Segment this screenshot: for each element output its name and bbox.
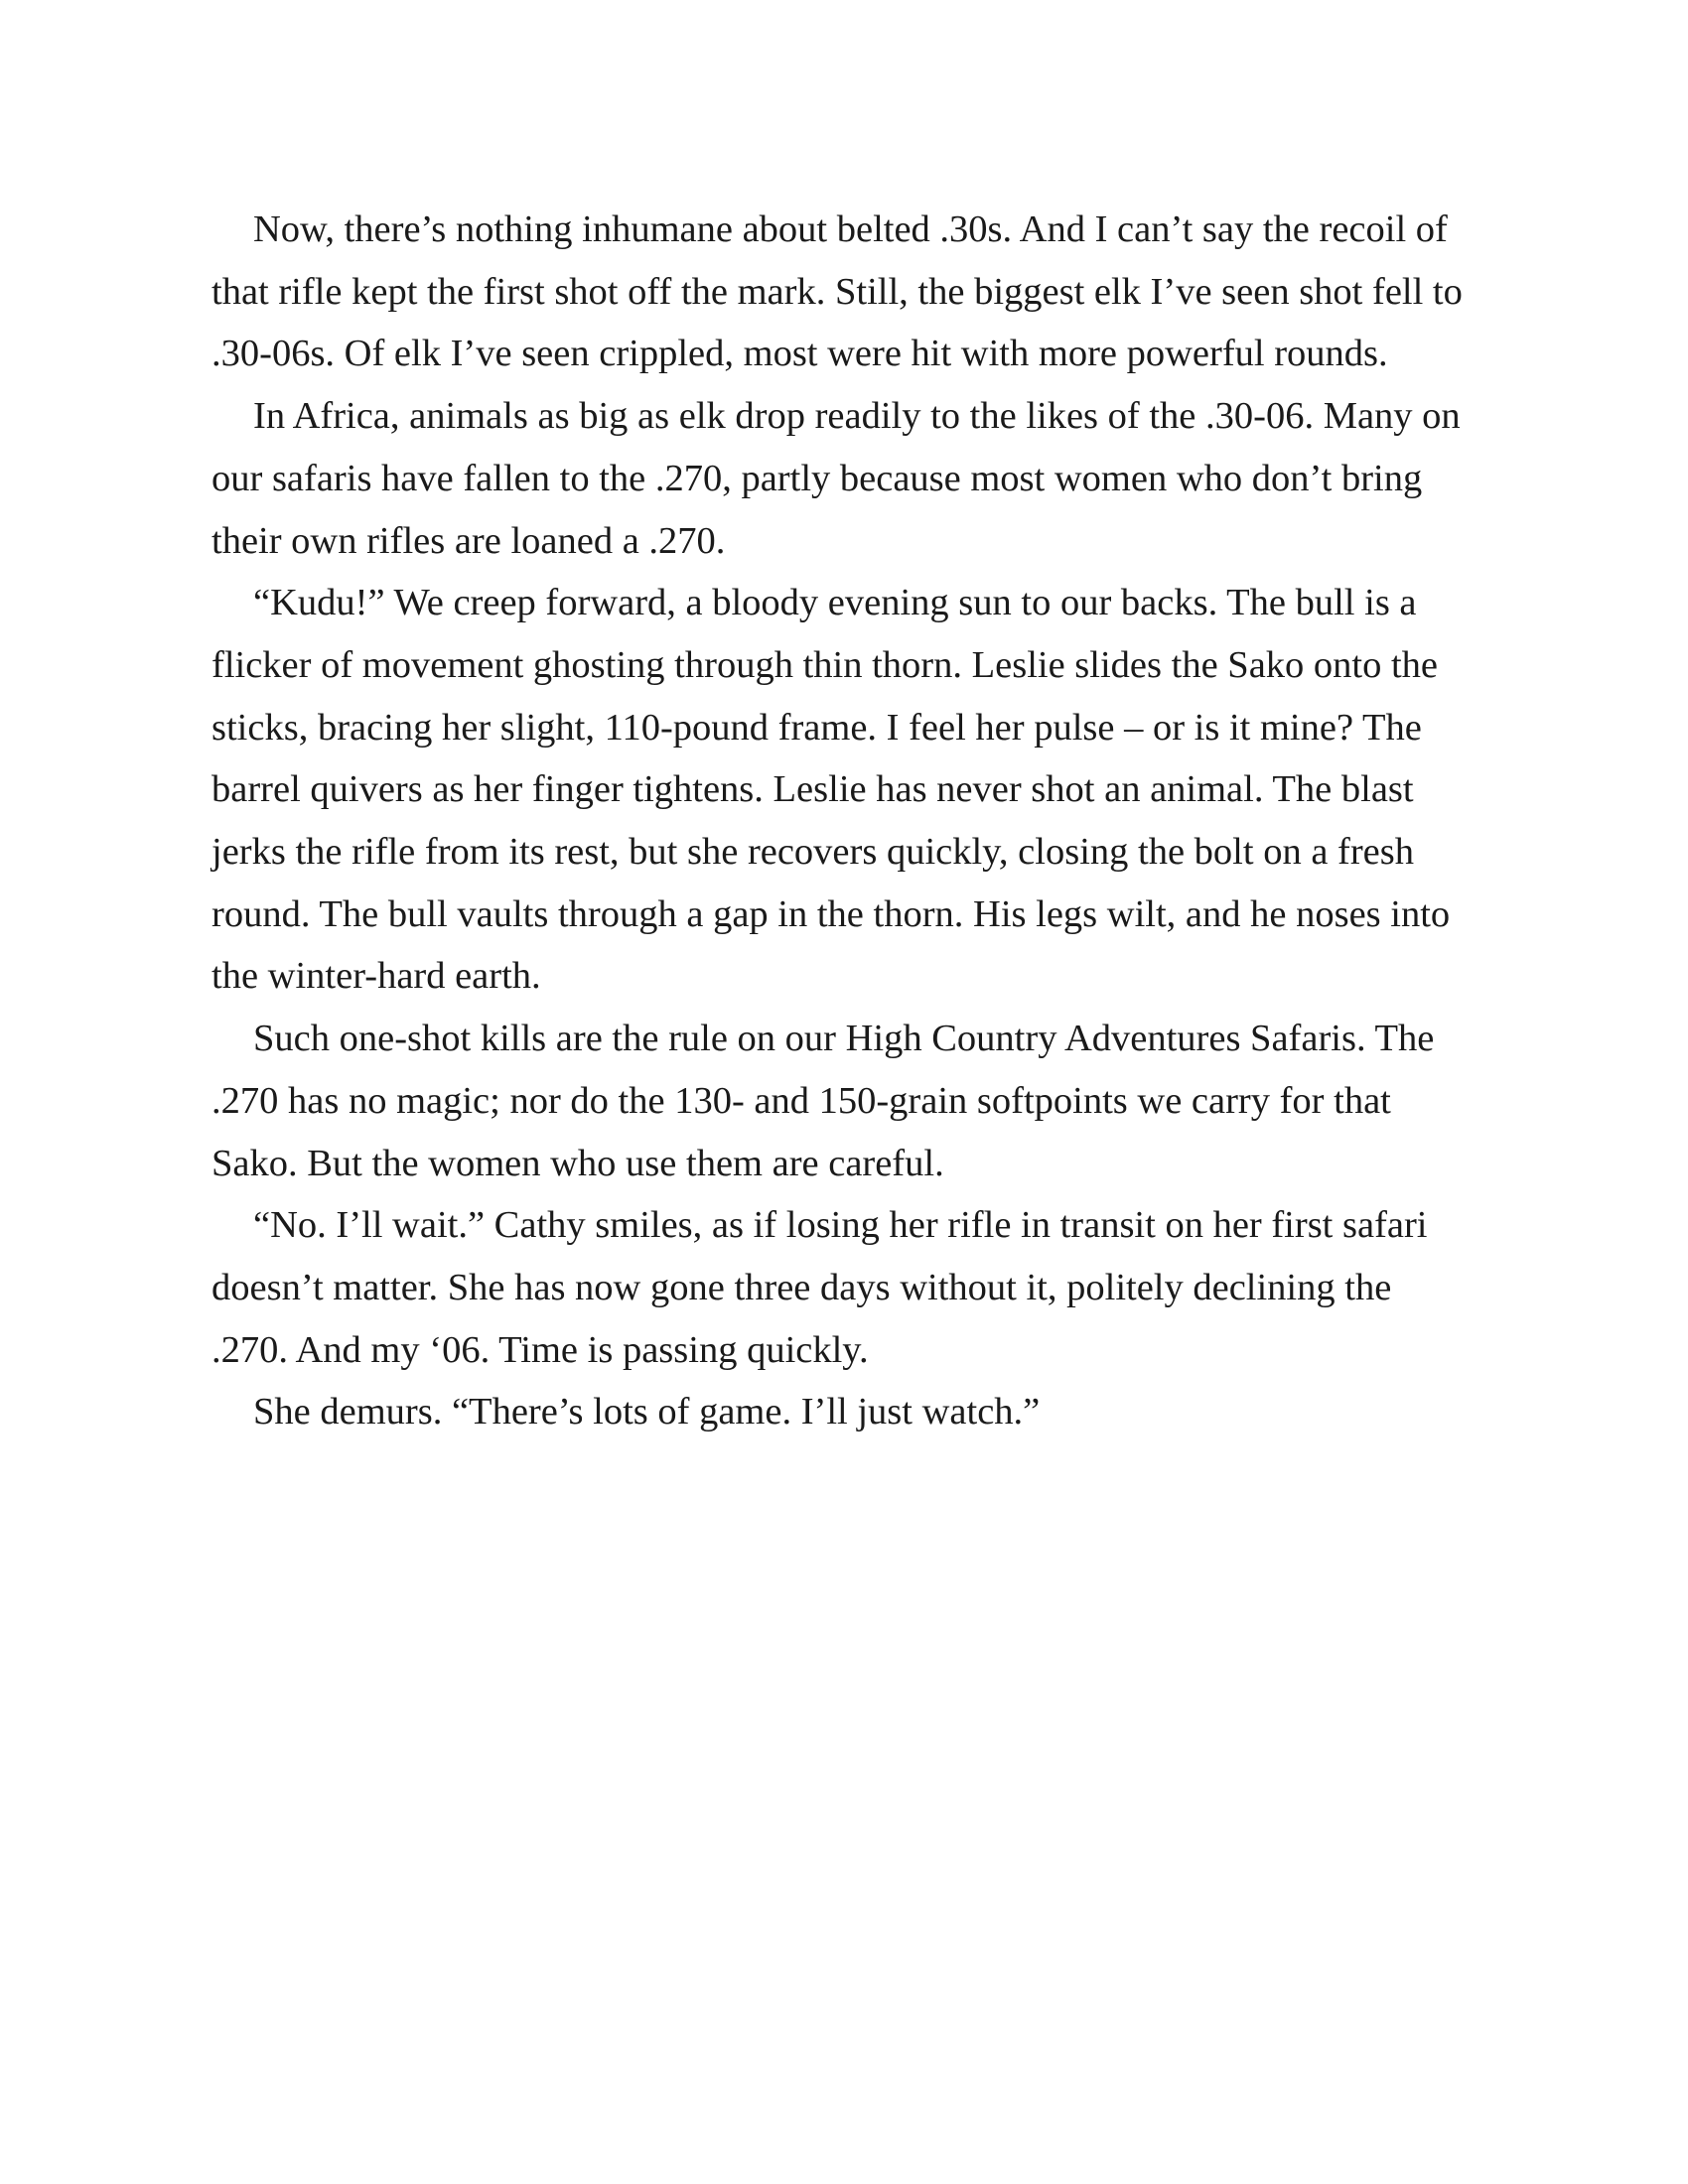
body-text (211, 199, 1473, 1443)
paragraph: Such one-shot kills are the rule on our High Country Adventures Safaris. The .270 has no magic; nor do the 130- and 150-grain softpoints we carry for that Sako. But the women who use them are careful. (211, 1018, 1435, 1184)
paragraph: Now, there’s nothing inhumane about belted .30s. And I can’t say the recoil of that rifle kept the first shot off the mark. Still, the biggest elk I’ve seen shot fell to .30-06s. Of elk I’ve seen crippled, most were hit with more powerful rounds. (211, 208, 1463, 375)
paragraph: In Africa, animals as big as elk drop readily to the likes of the .30-06. Many on our safaris have fallen to the .270, partly because most women who don’t bring their own rifles are loaned a .270. (211, 395, 1461, 562)
paragraph: “No. I’ll wait.” Cathy smiles, as if losing her rifle in transit on her first safari doesn’t matter. She has now gone three days without it, politely declining the .270. And my ‘06. Time is passing quickly. (211, 1204, 1428, 1371)
paragraph: “Kudu!” We creep forward, a bloody evening sun to our backs. The bull is a flicker of movement ghosting through thin thorn. Leslie slides the Sako onto the sticks, bracing her slight, 110-pound frame. I feel her pulse – or is it mine? The barrel quivers as her finger tightens. Leslie has never shot an animal. The blast jerks the rifle from its rest, but she recovers quickly, closing the bolt on a fresh round. The bull vaults through a gap in the thorn. His legs wilt, and he noses into the winter-hard earth. (211, 582, 1451, 998)
paragraph: She demurs. “There’s lots of game. I’ll just watch.” (253, 1391, 1041, 1433)
